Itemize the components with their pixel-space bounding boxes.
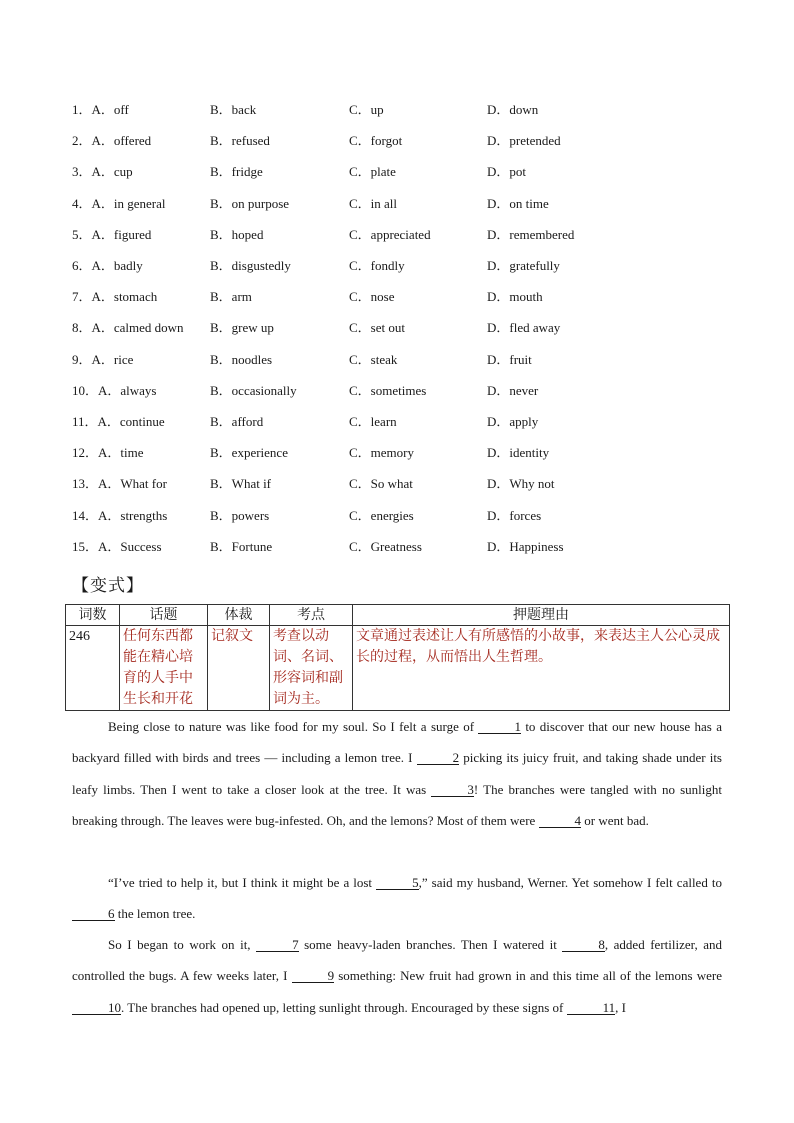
option-b: B．hoped xyxy=(210,226,264,242)
passage-text: ,” said my husband, Werner. Yet somehow I felt called to xyxy=(418,875,722,890)
option-a: 14．A．strengths xyxy=(72,507,168,523)
header-topic: 话题 xyxy=(120,605,208,626)
option-d: D．never xyxy=(487,382,539,398)
option-b: B．fridge xyxy=(210,164,263,180)
option-b: B．back xyxy=(210,102,257,117)
option-row xyxy=(0,286,794,308)
option-b: B．powers xyxy=(210,507,270,523)
passage-text: So I began to work on it, xyxy=(108,937,257,952)
option-b: B．disgustedly xyxy=(210,258,291,273)
header-word-count: 词数 xyxy=(66,605,120,626)
blank-3: 3 xyxy=(431,783,474,797)
passage-text: something: New fruit had grown in and this time all of the lemons were xyxy=(334,968,722,984)
option-c: C．forgot xyxy=(349,133,403,149)
option-a: 4．A．in general xyxy=(72,195,166,211)
passage-text: ! The branches were tangled with no sunlight breaking through. The leaves were bug-infested. Oh, and the lemons? Most of them were xyxy=(72,781,722,829)
option-d: D．forces xyxy=(487,507,542,523)
option-c: C．learn xyxy=(349,414,397,429)
option-d: D．identity xyxy=(487,445,550,461)
option-b: B．on purpose xyxy=(210,195,290,211)
option-a: 13．A．What for xyxy=(72,476,167,492)
option-row xyxy=(0,536,794,558)
cell-topic: 任何东西都能在精心培育的人手中生长和开花 xyxy=(120,626,208,711)
option-row xyxy=(0,255,794,277)
option-c: C．Greatness xyxy=(349,538,422,554)
option-c: C．So what xyxy=(349,476,413,492)
option-row xyxy=(0,505,794,527)
option-d: D．remembered xyxy=(487,226,575,242)
passage-paragraph-2 xyxy=(72,867,722,930)
passage-text: Being close to nature was like food for my soul. So I felt a surge of xyxy=(108,719,479,734)
option-a: 9．A．rice xyxy=(72,351,134,367)
option-d: D．gratefully xyxy=(487,258,560,273)
passage-text: some heavy-laden branches. Then I watered it xyxy=(298,937,563,952)
variant-heading: 【变式】 xyxy=(72,576,144,596)
blank-5: 5 xyxy=(376,876,419,890)
option-b: B．What if xyxy=(210,476,272,492)
option-d: D．fled away xyxy=(487,320,561,336)
option-row xyxy=(0,442,794,464)
passage-text: . The branches had opened up, letting sunlight through. Encouraged by these signs of xyxy=(121,999,567,1015)
header-test-points: 考点 xyxy=(270,605,353,626)
passage-text: , I xyxy=(615,999,627,1015)
option-b: B．occasionally xyxy=(210,382,297,398)
option-c: C．fondly xyxy=(349,258,405,273)
option-c: C．sometimes xyxy=(349,382,427,398)
cell-word-count: 246 xyxy=(66,626,120,711)
option-b: B．grew up xyxy=(210,320,274,336)
option-b: B．noodles xyxy=(210,351,273,367)
option-c: C．nose xyxy=(349,289,395,305)
option-d: D．pot xyxy=(487,164,527,180)
blank-10: 10 xyxy=(72,1001,121,1015)
cell-genre: 记叙文 xyxy=(208,626,270,711)
option-a: 2．A．offered xyxy=(72,133,152,149)
cell-test-points: 考查以动词、名词、形容词和副词为主。 xyxy=(270,626,353,711)
passage-text: to discover that our new house has a backyard filled with birds and trees — including a lemon tree. I xyxy=(72,719,722,766)
option-c: C．energies xyxy=(349,507,414,523)
blank-11: 11 xyxy=(567,1001,616,1015)
info-table-header-row xyxy=(66,605,730,626)
option-d: D．pretended xyxy=(487,133,561,149)
info-table xyxy=(65,604,730,711)
passage-text: picking its juicy fruit, and taking shade under its leafy limbs. Then I went to take a closer look at the tree. It was xyxy=(72,750,722,797)
option-b: B．refused xyxy=(210,133,270,149)
option-row xyxy=(0,99,794,121)
blank-6: 6 xyxy=(72,907,115,921)
option-c: C．steak xyxy=(349,351,398,367)
passage-text: or went bad. xyxy=(581,813,649,829)
passage-paragraph-1 xyxy=(72,711,722,837)
option-row xyxy=(0,411,794,433)
option-a: 8．A．calmed down xyxy=(72,320,184,336)
option-b: B．Fortune xyxy=(210,538,273,554)
option-b: B．afford xyxy=(210,414,264,429)
option-row xyxy=(0,473,794,495)
cell-reason: 文章通过表述让人有所感悟的小故事，来表达主人公心灵成长的过程，从而悟出人生哲理。 xyxy=(353,626,730,711)
option-a: 6．A．badly xyxy=(72,258,143,273)
blank-7: 7 xyxy=(256,938,299,952)
header-reason: 押题理由 xyxy=(353,605,730,626)
option-c: C．plate xyxy=(349,164,396,180)
option-row xyxy=(0,130,794,152)
option-a: 10．A．always xyxy=(72,382,157,398)
blank-2: 2 xyxy=(417,751,460,765)
option-a: 11．A．continue xyxy=(72,414,165,429)
passage-paragraph-3 xyxy=(72,929,722,1023)
option-b: B．experience xyxy=(210,445,288,461)
option-d: D．mouth xyxy=(487,289,543,305)
blank-1: 1 xyxy=(478,720,521,734)
header-genre: 体裁 xyxy=(208,605,270,626)
passage-text: the lemon tree. xyxy=(114,906,196,922)
option-a: 15．A．Success xyxy=(72,538,162,554)
option-a: 1．A．off xyxy=(72,102,129,117)
option-d: D．Happiness xyxy=(487,538,564,554)
option-d: D．apply xyxy=(487,414,539,429)
option-row xyxy=(0,317,794,339)
option-d: D．down xyxy=(487,102,539,117)
option-b: B．arm xyxy=(210,289,252,305)
blank-4: 4 xyxy=(539,814,582,828)
option-c: C．set out xyxy=(349,320,405,336)
info-table-row xyxy=(66,626,730,711)
passage-text: “I’ve tried to help it, but I think it might be a lost xyxy=(108,875,377,890)
option-d: D．fruit xyxy=(487,351,532,367)
option-c: C．up xyxy=(349,102,384,117)
option-row xyxy=(0,380,794,402)
option-row xyxy=(0,349,794,371)
option-c: C．in all xyxy=(349,195,398,211)
blank-8: 8 xyxy=(562,938,605,952)
option-c: C．appreciated xyxy=(349,226,431,242)
option-row xyxy=(0,193,794,215)
option-d: D．Why not xyxy=(487,476,555,492)
option-a: 3．A．cup xyxy=(72,164,133,180)
blank-9: 9 xyxy=(292,969,335,983)
option-a: 5．A．figured xyxy=(72,226,152,242)
option-a: 12．A．time xyxy=(72,445,144,461)
option-d: D．on time xyxy=(487,195,549,211)
option-row xyxy=(0,224,794,246)
option-c: C．memory xyxy=(349,445,414,461)
option-a: 7．A．stomach xyxy=(72,289,158,305)
option-row xyxy=(0,161,794,183)
passage-text: , added fertilizer, and controlled the bugs. A few weeks later, I xyxy=(72,937,723,984)
